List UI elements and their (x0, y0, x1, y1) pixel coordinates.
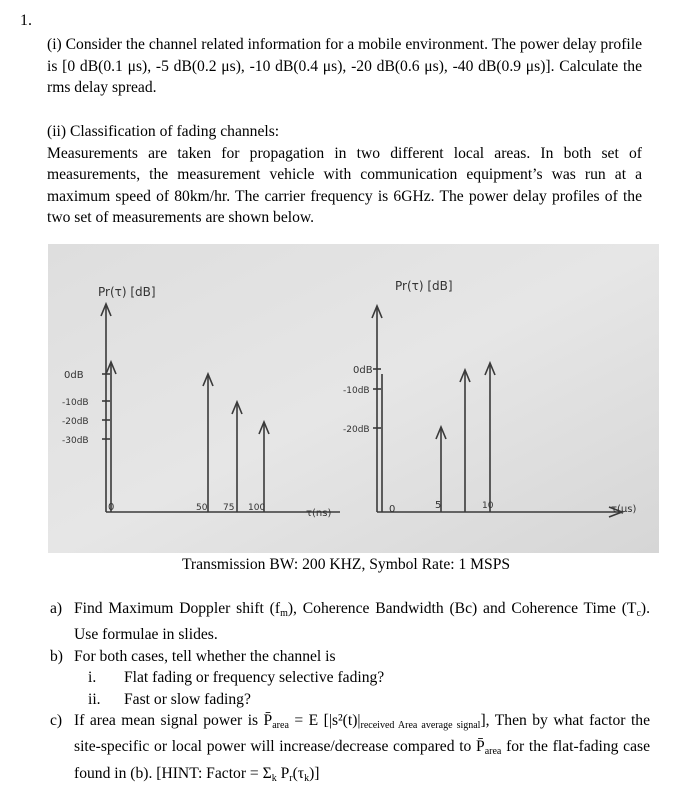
problem-number: 1. (20, 12, 32, 29)
right-ytick-1: -10dB (343, 386, 370, 396)
left-xtick-0: 0 (108, 502, 115, 513)
part-ii-block (47, 121, 642, 229)
questions-list (50, 598, 650, 789)
question-c-text-6: (τ (292, 764, 305, 782)
right-xtick-2: 10 (482, 501, 494, 511)
left-ytick-0: 0dB (64, 370, 84, 381)
part-i-text: (i) Consider the channel related information for a mobile environment. The power delay profile is [0 dB(0.1 μs), -5 dB(0.2 μs), -10 dB(0.4 μs), -20 dB(0.6 μs), -40 dB(0.9 μs)]. Calculate the rms delay spread. (47, 36, 642, 96)
power-delay-profile-photo (48, 244, 659, 553)
question-a-sub-1: m (280, 608, 288, 619)
question-b-text: For both cases, tell whether the channel is (74, 647, 336, 665)
right-ytick-0: 0dB (353, 365, 373, 376)
right-xtick-0: 0 (389, 504, 396, 515)
question-c-sub-4: k (271, 772, 277, 784)
question-c-sub-1: area (272, 720, 289, 732)
question-c-text-1: If area mean signal power is P̄ (74, 712, 273, 730)
right-ylabel: Pr(τ) [dB] (395, 279, 453, 293)
left-xtick-2: 75 (223, 503, 235, 513)
question-c-text-4: for the flat-fading case found in (b). [HINT: Factor = Σ (74, 738, 650, 782)
left-ytick-3: -30dB (62, 436, 89, 446)
question-b-i (50, 667, 650, 688)
question-c-text-2: = E [|s²(t)| (288, 712, 361, 730)
question-a-label: a) (50, 600, 63, 617)
question-c-label: c) (50, 712, 63, 730)
question-c (50, 710, 650, 789)
part-ii-title: (ii) Classification of fading channels: (47, 123, 280, 140)
question-b-i-text: Flat fading or frequency selective fading? (124, 669, 385, 687)
part-ii-body: Measurements are taken for propagation in two different local areas. In both set of measurements, the measurement vehicle with communication equipment’s was run at a maximum speed of 80km/hr. The carrier frequency is 6GHz. The power delay profiles of the two set of measurements are shown below. (47, 144, 642, 226)
left-xlabel: τ(ns) (306, 508, 332, 519)
question-c-text-7: )] (309, 764, 320, 782)
question-a-sub-2: c (636, 608, 641, 619)
left-xtick-1: 50 (196, 503, 208, 513)
left-xtick-3: 100 (248, 503, 266, 513)
right-xlabel: τ(μs) (611, 504, 637, 515)
question-b-label: b) (50, 647, 63, 665)
question-c-sub-3: area (484, 746, 502, 758)
right-xtick-1: 5 (435, 500, 442, 511)
question-b-i-label: i. (88, 669, 97, 687)
question-c-sub-6: k (304, 772, 310, 784)
right-ytick-2: -20dB (343, 425, 370, 435)
question-b-ii-label: ii. (88, 690, 101, 708)
question-c-text-5: P (276, 764, 290, 782)
left-ytick-2: -20dB (62, 417, 89, 427)
question-b-ii (50, 689, 650, 710)
figure-caption: Transmission BW: 200 KHZ, Symbol Rate: 1 MSPS (181, 556, 511, 573)
left-ylabel: Pr(τ) [dB] (98, 285, 156, 299)
question-c-sub-2: received Area average signal (360, 720, 481, 732)
question-a-text-3: ). Use formulae in slides. (74, 600, 650, 644)
left-ytick-1: -10dB (62, 398, 89, 408)
question-b-ii-text: Fast or slow fading? (124, 690, 251, 708)
question-b (50, 646, 650, 667)
question-c-sub-5: r (289, 772, 293, 784)
question-a (50, 598, 650, 646)
question-a-text-1: Find Maximum Doppler shift (f (74, 600, 281, 617)
question-c-text-3: ], Then by what factor the site-specific or local power will increase/decrease compared to P̄ (74, 712, 650, 756)
question-a-text-2: ), Coherence Bandwidth (Bc) and Coherence Time (T (287, 600, 637, 617)
